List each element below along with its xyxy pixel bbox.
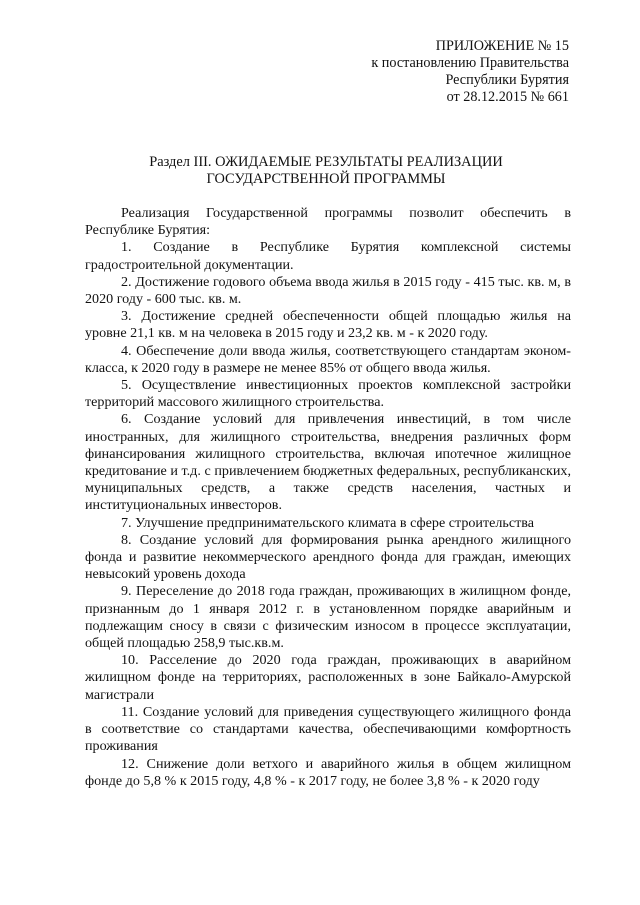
result-item-3: 3. Достижение средней обеспеченности общей площадью жилья на уровне 21,1 кв. м на человека в 2015 году и 23,2 кв. м - к 2020 году. (85, 308, 571, 342)
result-item-12: 12. Снижение доли ветхого и аварийного жилья в общем жилищном фонде до 5,8 % к 2015 году, 4,8 % - к 2017 году, не более 3,8 % - к 2020 году (85, 755, 571, 789)
document-body (85, 205, 571, 790)
result-item-9: 9. Переселение до 2018 года граждан, проживающих в жилищном фонде, признанным до 1 января 2012 г. в установленном порядке аварийным и подлежащим сносу в связи с физическим износом в процессе эксплуатации, общей площадью 258,9 тыс.кв.м. (85, 583, 571, 652)
result-item-4: 4. Обеспечение доли ввода жилья, соответствующего стандартам эконом-класса, к 2020 году в размере не менее 85% от общего ввода жилья. (85, 342, 571, 376)
appendix-header (371, 38, 569, 106)
appendix-resolution-ref: к постановлению Правительства (371, 55, 569, 71)
appendix-government: Республики Бурятия (445, 72, 569, 88)
result-item-7: 7. Улучшение предпринимательского климата в сфере строительства (121, 514, 534, 531)
section-title (84, 154, 568, 188)
appendix-date-number: от 28.12.2015 № 661 (446, 89, 569, 105)
result-item-10: 10. Расселение до 2020 года граждан, проживающих в аварийном жилищном фонде на территориях, расположенных в зоне Байкало-Амурской магистрали (85, 652, 571, 703)
section-title-line-1: Раздел III. ОЖИДАЕМЫЕ РЕЗУЛЬТАТЫ РЕАЛИЗАЦИИ (149, 154, 503, 170)
result-item-8: 8. Создание условий для формирования рынка арендного жилищного фонда и развитие некоммерческого арендного фонда для граждан, имеющих невысокий уровень дохода (85, 531, 571, 583)
result-item-5: 5. Осуществление инвестиционных проектов комплексной застройки территорий массового жилищного строительства. (85, 377, 571, 411)
appendix-number: ПРИЛОЖЕНИЕ № 15 (435, 38, 569, 54)
result-item-2: 2. Достижение годового объема ввода жилья в 2015 году - 415 тыс. кв. м, в 2020 году - 600 тыс. кв. м. (85, 273, 571, 308)
result-item-6: 6. Создание условий для привлечения инвестиций, в том числе иностранных, для жилищного строительства, внедрения различных форм финансирования жилищного строительства, включая ипотечное жилищное кредитование и т.д. с привлечением бюджетных федеральных, республиканских, муниципальных средств, а также средств населения, частных и институциональных инвесторов. (85, 411, 571, 514)
section-title-line-2: ГОСУДАРСТВЕННОЙ ПРОГРАММЫ (206, 171, 446, 187)
result-item-1: 1. Создание в Республике Бурятия комплексной системы градостроительной документации. (85, 239, 571, 273)
intro-paragraph: Реализация Государственной программы позволит обеспечить в Республике Бурятия: (85, 205, 571, 239)
result-item-11: 11. Создание условий для приведения существующего жилищного фонда в соответствие со стандартами качества, обеспечивающими комфортность проживания (85, 703, 571, 755)
